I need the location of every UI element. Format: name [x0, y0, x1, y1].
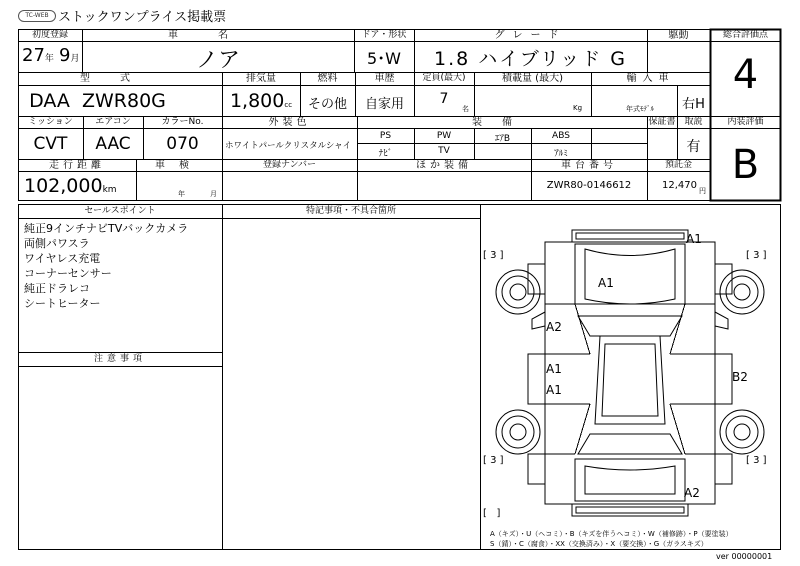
spare-tire-mark: [ ] — [483, 508, 501, 519]
list-item: 純正ドラレコ — [24, 282, 90, 295]
mission: CVT — [33, 134, 68, 154]
first-reg-value — [22, 45, 82, 66]
chassis-label: 車台番号 — [561, 160, 617, 171]
first-reg-label: 初度登録 — [31, 30, 68, 40]
load-unit: Kg — [573, 104, 583, 112]
color-no-label: カラーNo. — [161, 117, 204, 127]
mileage-label: 走行距離 — [49, 160, 105, 171]
first-reg-month: 9 — [59, 45, 71, 66]
rear-bumper — [572, 504, 688, 516]
plate-label: 登録ナンバー — [263, 160, 316, 170]
exterior-color: ホワイトパールクリスタルシャイ — [225, 141, 352, 151]
damage-mark-left-fender: A2 — [546, 320, 562, 334]
model-prefix: DAA — [29, 90, 70, 112]
equip-ps: PS — [379, 131, 392, 141]
equip-alloy: ｱﾙﾐ — [554, 149, 568, 159]
body-outline — [545, 242, 715, 504]
recycle-unit: 円 — [699, 187, 706, 195]
grade-label: グレード — [494, 30, 567, 41]
model-type-label: 型式 — [80, 73, 160, 84]
damage-mark-right-rear: B2 — [732, 370, 748, 384]
equipment-label: 装備 — [472, 117, 532, 128]
damage-mark-left-rear-door: A1 — [546, 383, 562, 397]
aircon: AAC — [95, 134, 131, 154]
sales-points-label: セールスポイント — [84, 206, 156, 216]
sales-points-list — [24, 221, 188, 311]
equip-pw: PW — [436, 131, 452, 141]
usage-label: 車歴 — [374, 73, 395, 84]
page-title: ストックワンプライス掲載票 — [58, 10, 227, 25]
recycle-label: 預託金 — [664, 160, 692, 170]
equip-tv: TV — [438, 146, 450, 156]
mission-label: ミッション — [28, 117, 73, 127]
capacity-label: 定員(最大) — [422, 73, 466, 83]
aircon-label: エアコン — [95, 117, 131, 127]
logo: TC-WEB — [18, 10, 56, 22]
manual: 有 — [686, 139, 701, 155]
first-reg-year-unit: 年 — [44, 54, 54, 64]
capacity-unit: 名 — [462, 105, 469, 113]
other-equipment-label: ほか装備 — [416, 160, 472, 171]
list-item: シートヒーター — [24, 297, 101, 310]
damage-mark-hood: A1 — [598, 276, 614, 290]
notes-label: 注意事項 — [93, 354, 146, 364]
chassis: ZWR80-0146612 — [546, 180, 632, 191]
roof — [595, 336, 665, 424]
damage-mark-front-bumper: A1 — [686, 232, 702, 246]
tire-rear-right — [720, 410, 764, 454]
car-name-label: 車名 — [168, 30, 268, 41]
displacement-value — [222, 90, 300, 112]
warranty-label: 保証書 — [648, 117, 676, 127]
insp-year-unit: 年 — [178, 190, 185, 198]
capacity: 7 — [439, 91, 449, 107]
door-shape: 5･W — [366, 49, 401, 68]
tire-front-left — [496, 270, 540, 314]
import-label: 輸入車 — [626, 73, 675, 84]
drive-label: 駆動 — [668, 30, 689, 41]
first-reg-month-unit: 月 — [70, 54, 80, 64]
tire-rear-left — [496, 410, 540, 454]
insp-month-unit: 月 — [210, 190, 217, 198]
import-year-label: 年式ﾓﾃﾞﾙ — [626, 105, 654, 113]
damage-legend-1: A（キズ）・U（ヘコミ）・B（キズを伴うヘコミ）・W（補修跡）・P（要塗装） — [490, 530, 733, 538]
exterior-label: 外装色 — [268, 117, 311, 128]
list-item: 両側パワスラ — [24, 237, 90, 250]
list-item: ワイヤレス充電 — [24, 252, 101, 265]
displacement-unit: cc — [284, 101, 293, 109]
list-item: コーナーセンサー — [24, 267, 112, 280]
fuel-label: 燃料 — [317, 73, 338, 84]
interior-score: B — [731, 142, 760, 188]
tire-mark-fr: [ 3 ] — [746, 250, 767, 261]
damage-legend-2: S（錆）・C（腐食）・XX（交換済み）・X（要交換）・G（ガラスキズ） — [490, 540, 708, 548]
list-item: 純正9インチナビTVバックカメラ — [24, 222, 189, 235]
equip-airbag: ｴｱB — [494, 134, 511, 144]
inspection-label: 車検 — [155, 160, 203, 171]
tire-mark-rl: [ 3 ] — [483, 455, 504, 466]
first-reg-year: 27 — [22, 45, 45, 66]
tire-mark-rr: [ 3 ] — [746, 455, 767, 466]
handle: 右H — [682, 97, 705, 112]
equip-abs: ABS — [552, 131, 570, 141]
mileage-unit: km — [102, 185, 117, 195]
grade: 1.8 ハイブリッド G — [434, 48, 627, 70]
damage-mark-left-front-door: A1 — [546, 362, 562, 376]
usage: 自家用 — [364, 97, 404, 112]
damage-mark-rear-bumper: A2 — [684, 486, 700, 500]
tire-front-right — [720, 270, 764, 314]
fuel: その他 — [307, 97, 347, 112]
mileage: 102,000 — [24, 175, 103, 197]
color-no: 070 — [166, 134, 199, 154]
remarks-label: 特記事項・不具合箇所 — [305, 206, 396, 216]
manual-label: 取説 — [684, 117, 703, 127]
door-shape-label: ドア・形状 — [361, 30, 407, 40]
version: ver 00000001 — [716, 552, 773, 561]
overall-score: 4 — [732, 52, 759, 98]
displacement-label: 排気量 — [246, 73, 276, 84]
recycle: 12,470 — [662, 180, 697, 191]
car-name: ノア — [195, 48, 240, 73]
displacement: 1,800 — [229, 90, 285, 112]
car-damage-diagram — [480, 204, 780, 530]
tire-mark-fl: [ 3 ] — [483, 250, 504, 261]
front-bumper — [572, 230, 688, 242]
overall-score-label: 総合評価点 — [722, 30, 768, 40]
mileage-value — [24, 175, 117, 197]
load-label: 積載量 (最大) — [502, 73, 563, 84]
interior-score-label: 内装評価 — [727, 117, 764, 127]
equip-navi: ﾅﾋﾞ — [378, 149, 393, 159]
model: ZWR80G — [82, 90, 166, 112]
